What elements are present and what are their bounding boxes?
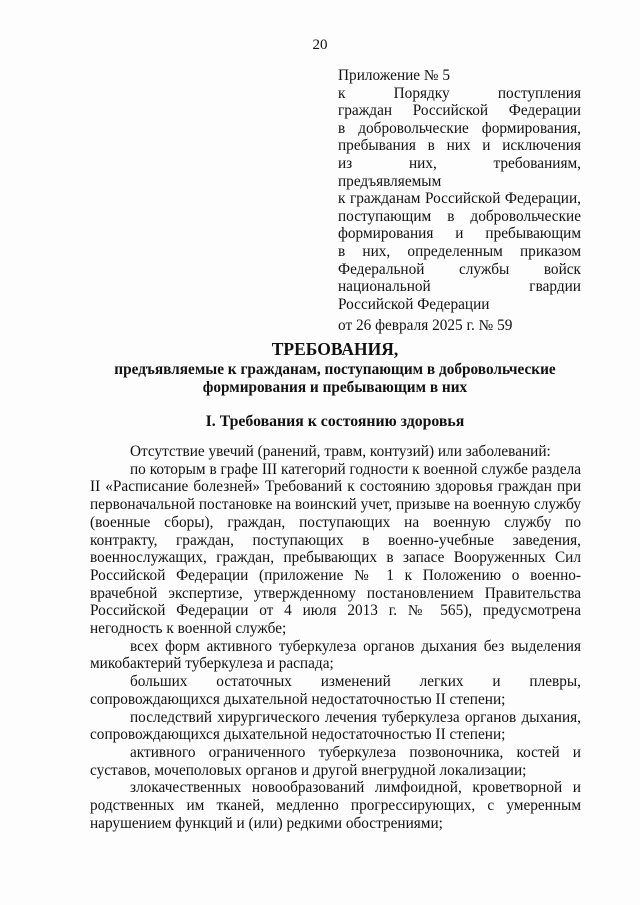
title-main: ТРЕБОВАНИЯ, bbox=[271, 339, 399, 359]
paragraph: последствий хирургического лечения туберкулеза органов дыхания, сопровождающихся дыхательной недостаточностью II степени; bbox=[90, 708, 581, 744]
appendix-line: пребывания в них и исключения bbox=[338, 137, 581, 155]
body-text bbox=[90, 443, 581, 832]
appendix-header bbox=[338, 67, 581, 335]
appendix-date: от 26 февраля 2025 г. № 59 bbox=[338, 317, 513, 335]
appendix-line: в них, определенным приказом bbox=[338, 242, 581, 260]
appendix-line: в добровольческие формирования, bbox=[338, 119, 581, 137]
paragraph: больших остаточных изменений легких и плевры, сопровождающихся дыхательной недостаточностью II степени; bbox=[90, 673, 581, 708]
paragraph: Отсутствие увечий (ранений, травм, контузий) или заболеваний: bbox=[130, 443, 551, 460]
document-title bbox=[90, 339, 580, 396]
appendix-line: поступающим в добровольческие bbox=[338, 207, 581, 225]
page-number: 20 bbox=[312, 37, 328, 53]
appendix-line: Российской Федерации bbox=[338, 295, 490, 313]
appendix-line: национальной гвардии bbox=[338, 278, 581, 296]
title-subtitle: предъявляемые к гражданам, поступающим в добровольческие формирования и пребывающим в них bbox=[114, 361, 556, 396]
paragraph: активного ограниченного туберкулеза позвоночника, костей и суставов, мочеполовых органов и другой внегрудной локализации; bbox=[90, 743, 581, 779]
appendix-line: Приложение № 5 bbox=[338, 67, 450, 84]
paragraph: по которым в графе III категорий годности к военной службе раздела II «Расписание болезней» Требований к состоянию здоровья граждан при первоначальной постановке на воинский учет, призыве на военную службу (военные сборы), граждан, поступающих на военную службу по контракту, граждан, поступающих в военно-учебные заведения, военнослужащих, граждан, пребывающих в запасе Вооруженных Сил Российской Федерации (приложение № 1 к Положению о военно-врачебной экспертизе, утвержденному постановлением Правительства Российской Федерации от 4 июля 2013 г. № 565), предусмотрена негодность к военной службе; bbox=[90, 460, 581, 638]
appendix-line: из них, требованиям, предъявляемым bbox=[338, 154, 581, 190]
paragraph: злокачественных новообразований лимфоидной, кроветворной и родственных им тканей, медленно прогрессирующих, с умеренным нарушением функций и (или) редкими обострениями; bbox=[90, 779, 581, 832]
appendix-line: формирования и пребывающим bbox=[338, 225, 581, 243]
paragraph: всех форм активного туберкулеза органов дыхания без выделения микобактерий туберкулеза и распада; bbox=[90, 637, 581, 673]
appendix-line: к гражданам Российской Федерации, bbox=[338, 190, 581, 208]
section-heading: I. Требования к состоянию здоровья bbox=[205, 413, 465, 430]
appendix-line: Федеральной службы войск bbox=[338, 260, 581, 278]
appendix-line: граждан Российской Федерации bbox=[338, 102, 581, 120]
appendix-line: к Порядку поступления bbox=[338, 84, 581, 102]
